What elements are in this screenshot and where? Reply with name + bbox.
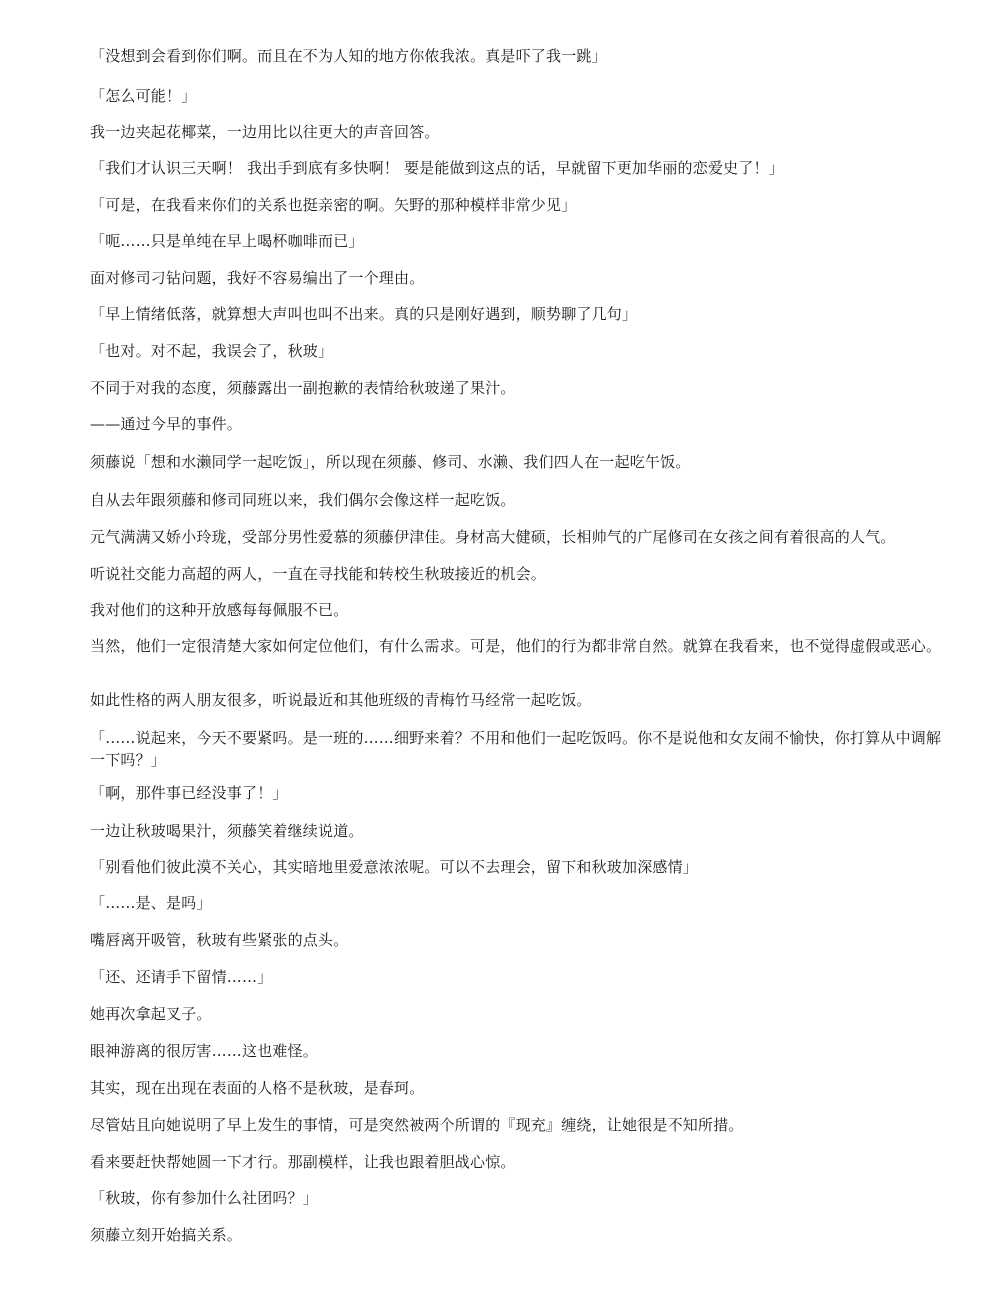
paragraph: 「……说起来，今天不要紧吗。是一班的……细野来着？不用和他们一起吃饭吗。你不是说他和女友闹不愉快，你打算从中调解一下吗？」 <box>90 729 942 769</box>
paragraph: 元气满满又娇小玲珑，受部分男性爱慕的须藤伊津佳。身材高大健硕，长相帅气的广尾修司在女孩之间有着很高的人气。 <box>90 528 896 546</box>
paragraph: 其实，现在出现在表面的人格不是秋玻，是春珂。 <box>90 1079 425 1097</box>
paragraph: 「我们才认识三天啊！ 我出手到底有多快啊！ 要是能做到这点的话，早就留下更加华丽的恋爱史了！」 <box>90 159 784 177</box>
paragraph: 面对修司刁钻问题，我好不容易编出了一个理由。 <box>90 269 425 287</box>
paragraph: 「可是，在我看来你们的关系也挺亲密的啊。矢野的那种模样非常少见」 <box>90 196 577 214</box>
paragraph: 须藤立刻开始搞关系。 <box>90 1226 243 1244</box>
paragraph: 听说社交能力高超的两人，一直在寻找能和转校生秋玻接近的机会。 <box>90 565 547 583</box>
paragraph: 「秋玻，你有参加什么社团吗？」 <box>90 1189 319 1207</box>
paragraph: 一边让秋玻喝果汁，须藤笑着继续说道。 <box>90 822 364 840</box>
paragraph: 眼神游离的很厉害……这也难怪。 <box>90 1042 319 1060</box>
paragraph: ——通过今早的事件。 <box>90 415 243 433</box>
paragraph: 看来要赶快帮她圆一下才行。那副模样，让我也跟着胆战心惊。 <box>90 1153 516 1171</box>
paragraph: 当然，他们一定很清楚大家如何定位他们，有什么需求。可是，他们的行为都非常自然。就算在我看来，也不觉得虚假或恶心。 <box>90 637 942 655</box>
paragraph: 不同于对我的态度，须藤露出一副抱歉的表情给秋玻递了果汁。 <box>90 379 516 397</box>
paragraph: 「还、还请手下留情……」 <box>90 968 273 986</box>
paragraph: 「也对。对不起，我误会了，秋玻」 <box>90 342 334 360</box>
paragraph: 如此性格的两人朋友很多，听说最近和其他班级的青梅竹马经常一起吃饭。 <box>90 691 592 709</box>
paragraph: 「别看他们彼此漠不关心，其实暗地里爱意浓浓呢。可以不去理会，留下和秋玻加深感情」 <box>90 858 699 876</box>
paragraph: 「……是、是吗」 <box>90 894 212 912</box>
paragraph: 「怎么可能！」 <box>90 87 197 105</box>
paragraph: 「啊，那件事已经没事了！」 <box>90 784 288 802</box>
paragraph: 她再次拿起叉子。 <box>90 1005 212 1023</box>
paragraph: 「早上情绪低落，就算想大声叫也叫不出来。真的只是刚好遇到，顺势聊了几句」 <box>90 305 638 323</box>
paragraph: 自从去年跟须藤和修司同班以来，我们偶尔会像这样一起吃饭。 <box>90 491 516 509</box>
paragraph: 须藤说「想和水濑同学一起吃饭」，所以现在须藤、修司、水濑、我们四人在一起吃午饭。 <box>90 453 691 471</box>
paragraph: 我一边夹起花椰菜，一边用比以往更大的声音回答。 <box>90 123 440 141</box>
paragraph: 尽管姑且向她说明了早上发生的事情，可是突然被两个所谓的『现充』缠绕，让她很是不知所措。 <box>90 1116 744 1134</box>
paragraph: 我对他们的这种开放感每每佩服不已。 <box>90 601 349 619</box>
paragraph: 「没想到会看到你们啊。而且在不为人知的地方你侬我浓。真是吓了我一跳」 <box>90 47 607 65</box>
paragraph: 嘴唇离开吸管，秋玻有些紧张的点头。 <box>90 931 349 949</box>
paragraph: 「呃……只是单纯在早上喝杯咖啡而已」 <box>90 232 364 250</box>
